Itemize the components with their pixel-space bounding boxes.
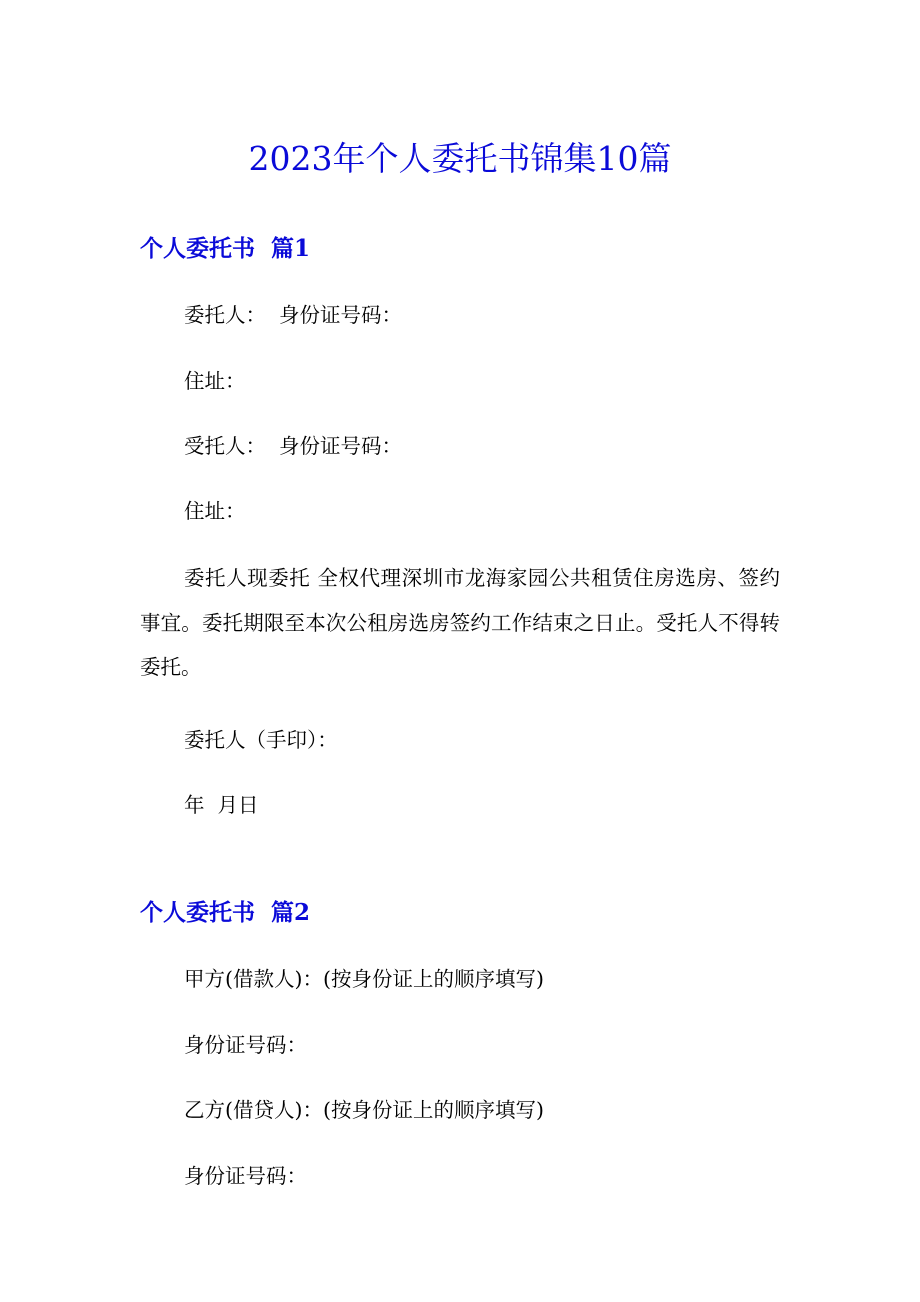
section-1-agent-address: 住址： <box>184 499 246 523</box>
section-1-signature-line: 委托人（手印）： <box>184 728 338 752</box>
section-1-date-line: 年 月日 <box>184 793 259 817</box>
section-2-party-b-id: 身份证号码： <box>184 1164 307 1188</box>
document-title: 2023年个人委托书锦集10篇 <box>248 139 672 178</box>
section-1-principal-address: 住址： <box>184 369 246 393</box>
section-1-principal-line: 委托人： 身份证号码： <box>184 303 403 327</box>
section-1-authorization-paragraph: 委托人现委托 全权代理深圳市龙海家园公共租赁住房选房、签约事宜。委托期限至本次公租房选房签约工作结束之日止。受托人不得转委托。 <box>140 566 780 679</box>
section-2-heading: 个人委托书 篇2 <box>140 899 311 926</box>
section-2-party-b-line: 乙方(借贷人)：(按身份证上的顺序填写) <box>184 1098 544 1122</box>
section-2-party-a-line: 甲方(借款人)：(按身份证上的顺序填写) <box>184 967 544 991</box>
section-2-party-a-id: 身份证号码： <box>184 1033 307 1057</box>
section-1-heading: 个人委托书 篇1 <box>140 235 311 262</box>
section-1-agent-line: 受托人： 身份证号码： <box>184 434 403 458</box>
